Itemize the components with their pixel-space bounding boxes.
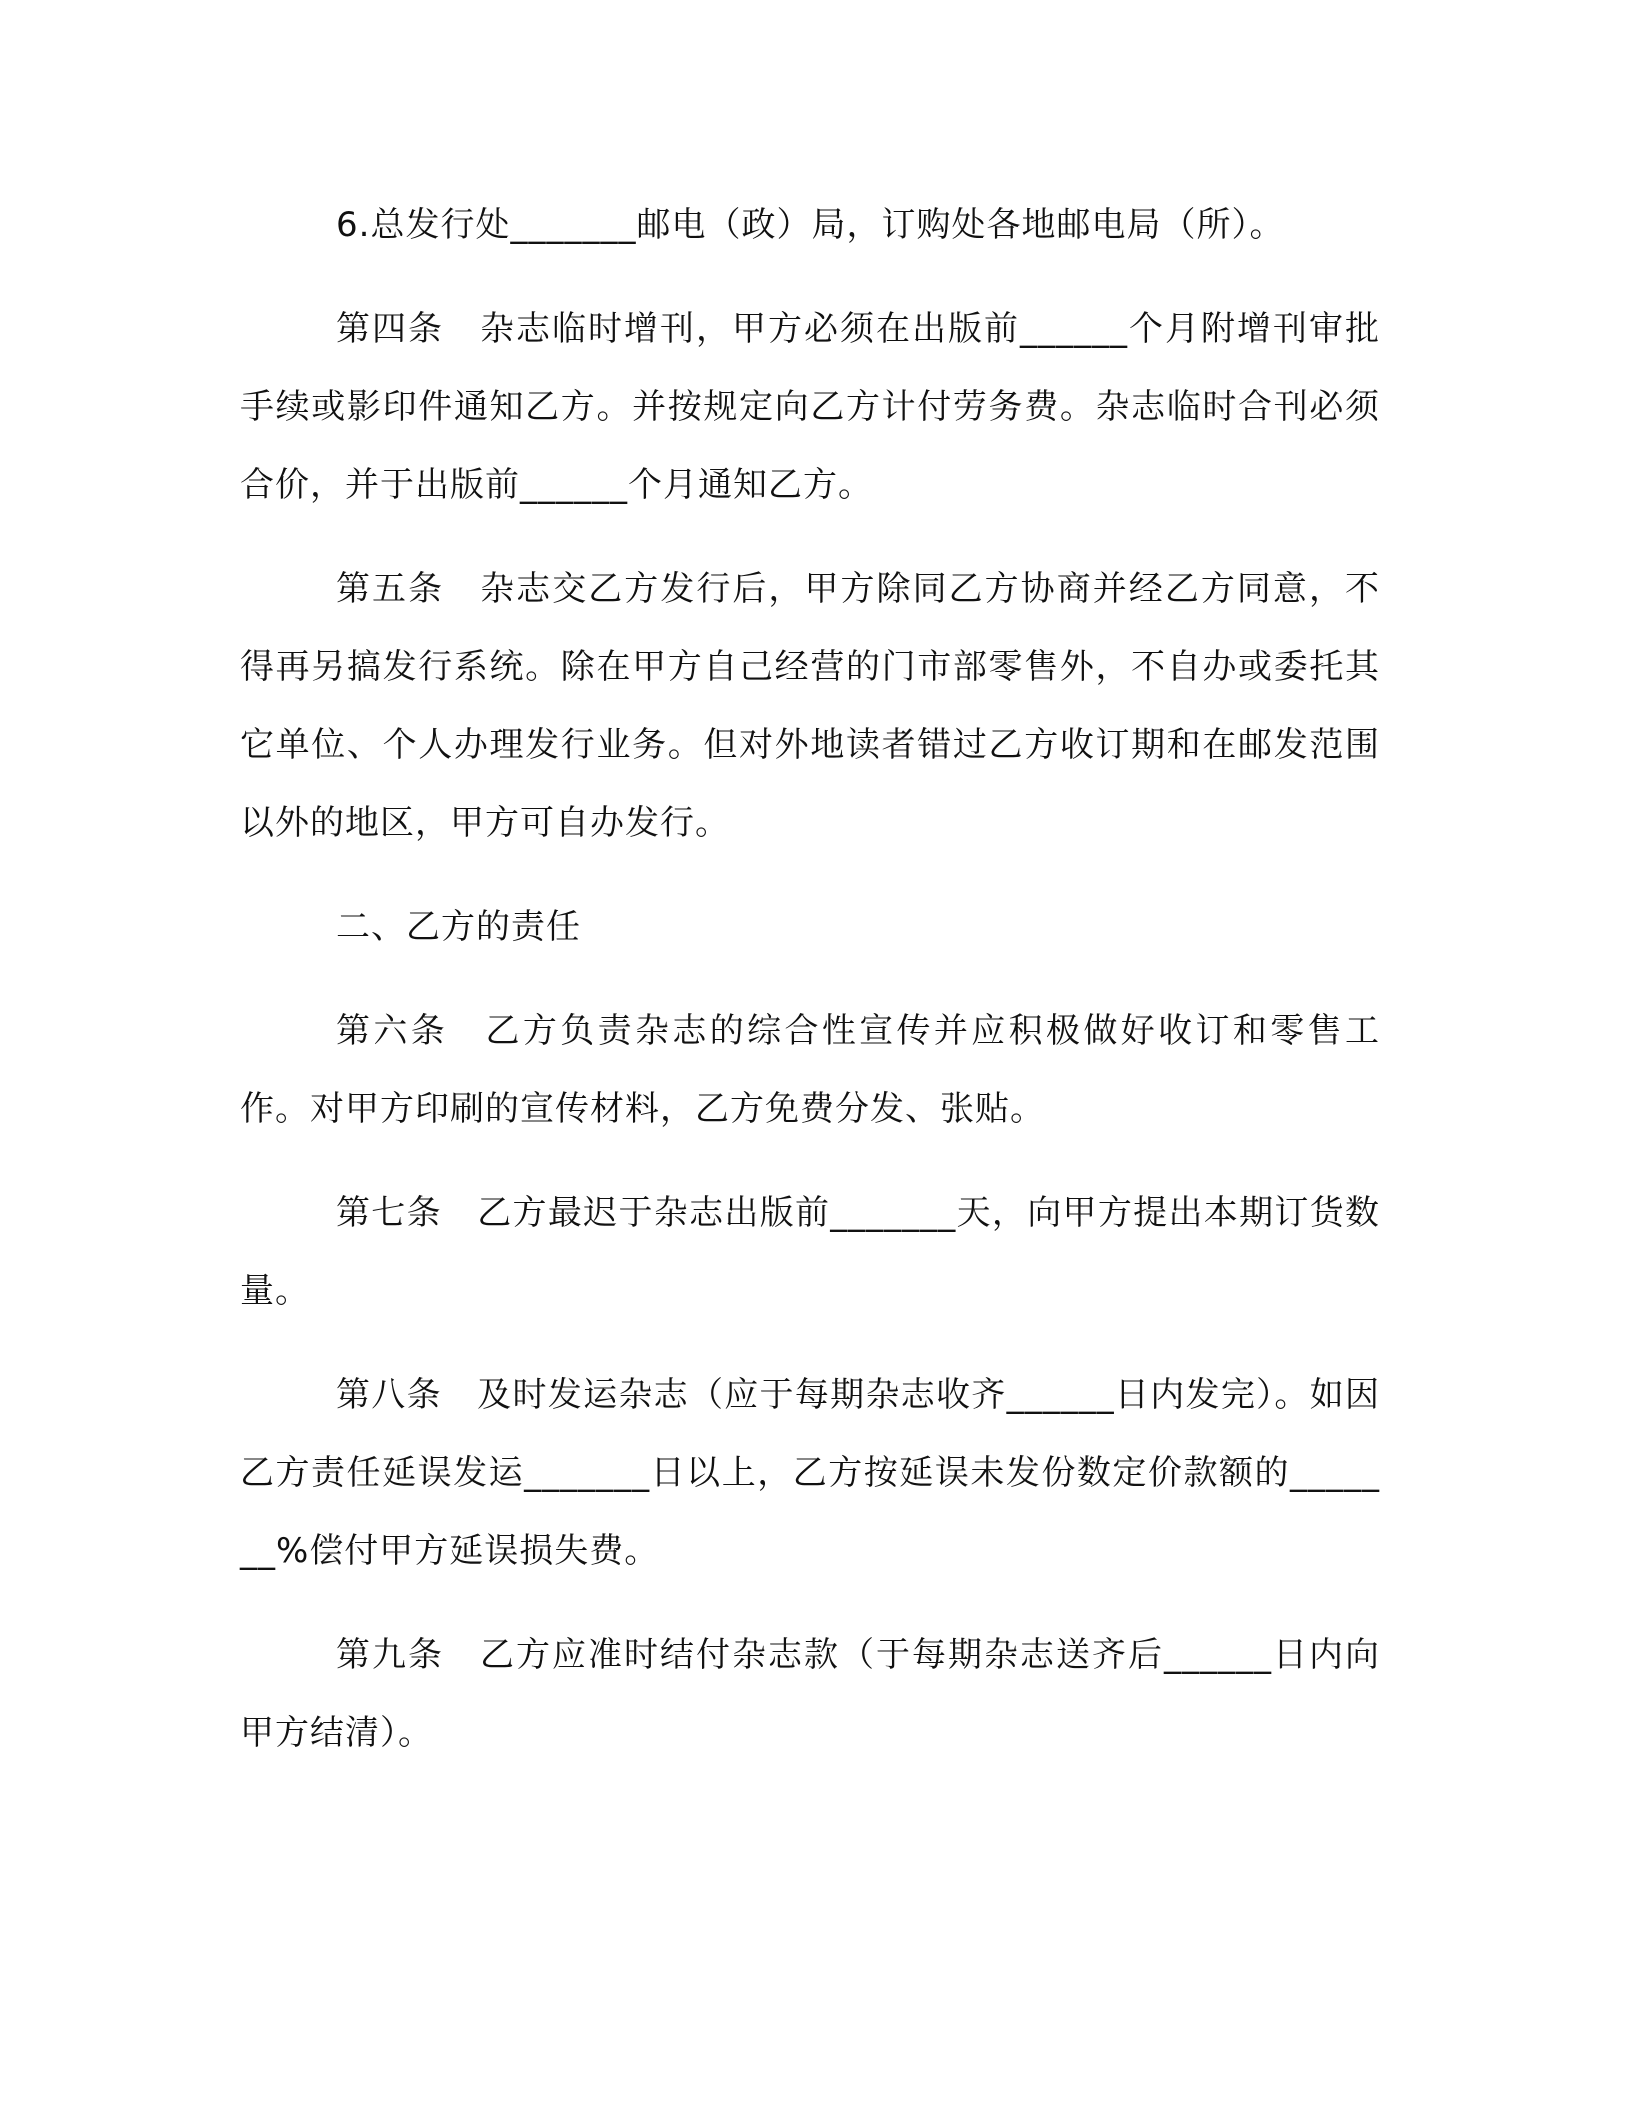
section-heading-party-b-responsibilities: 二、乙方的责任 <box>336 907 581 947</box>
paragraph-distribution-office: 6.总发行处_______邮电（政）局，订购处各地邮电局（所）。 <box>336 205 1285 245</box>
document-body <box>240 186 1380 1772</box>
paragraph-article-8: 第八条 及时发运杂志（应于每期杂志收齐______日内发完）。如因乙方责任延误发运_______日以上，乙方按延误未发份数定价款额的_______%偿付甲方延误损失费。 <box>240 1375 1380 1571</box>
paragraph-article-4: 第四条 杂志临时增刊，甲方必须在出版前______个月附增刊审批手续或影印件通知乙方。并按规定向乙方计付劳务费。杂志临时合刊必须合价，并于出版前______个月通知乙方。 <box>240 309 1380 505</box>
paragraph-article-5: 第五条 杂志交乙方发行后，甲方除同乙方协商并经乙方同意，不得再另搞发行系统。除在甲方自己经营的门市部零售外，不自办或委托其它单位、个人办理发行业务。但对外地读者错过乙方收订期和在邮发范围以外的地区，甲方可自办发行。 <box>240 569 1380 843</box>
paragraph-article-9: 第九条 乙方应准时结付杂志款（于每期杂志送齐后______日内向甲方结清）。 <box>240 1635 1380 1753</box>
paragraph-article-7: 第七条 乙方最迟于杂志出版前_______天，向甲方提出本期订货数量。 <box>240 1193 1380 1311</box>
paragraph-article-6: 第六条 乙方负责杂志的综合性宣传并应积极做好收订和零售工作。对甲方印刷的宣传材料，乙方免费分发、张贴。 <box>240 1011 1380 1129</box>
